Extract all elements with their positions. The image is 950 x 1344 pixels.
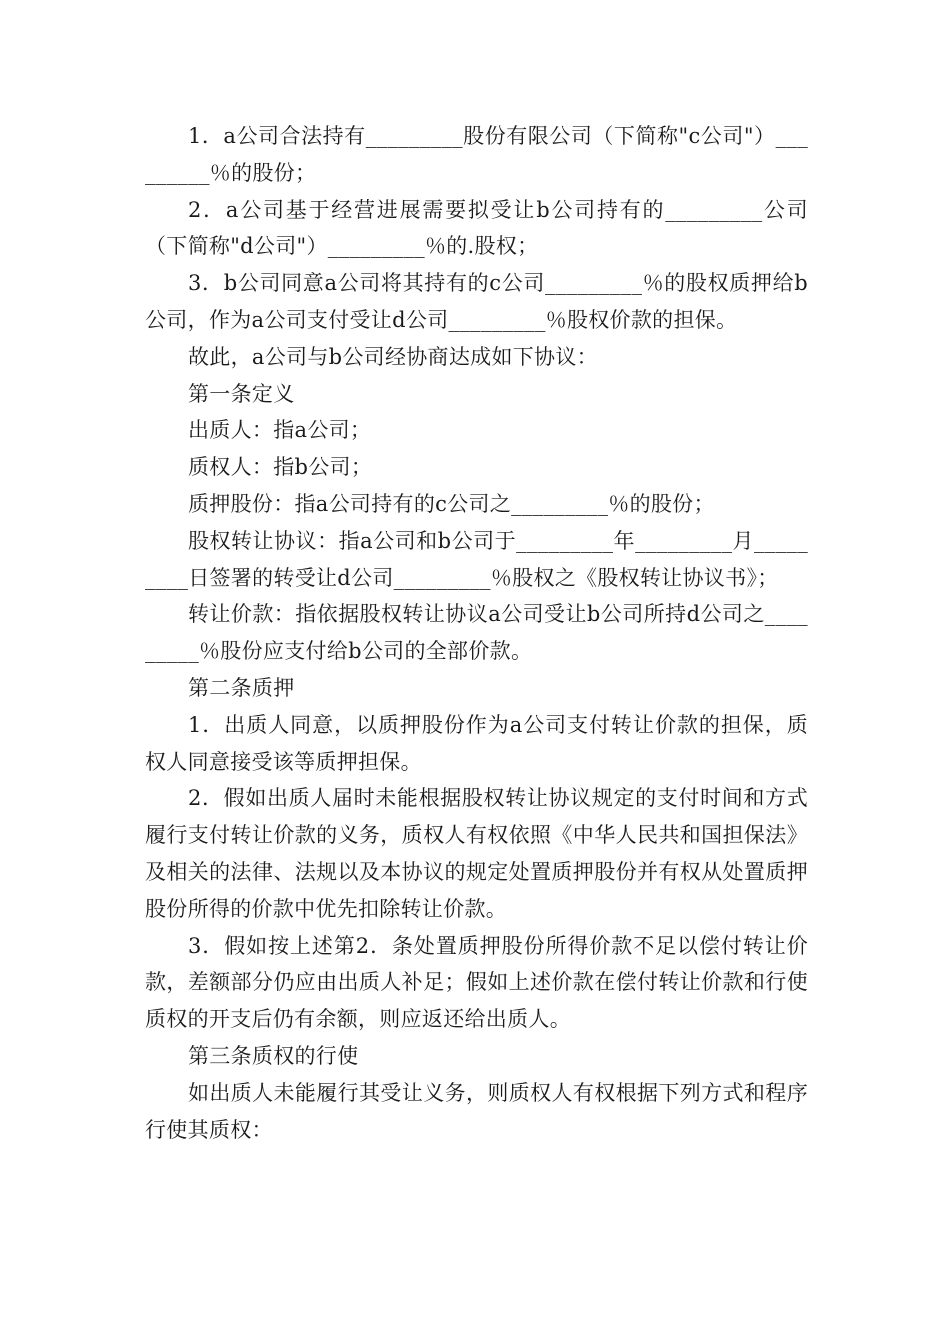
- article-2-clause-1: 1．出质人同意，以质押股份作为a公司支付转让价款的担保，质权人同意接受该等质押担保。: [145, 712, 808, 774]
- paragraph-recital-3: 3．b公司同意a公司将其持有的c公司_________％的股权质押给b公司，作为a公司支付受让d公司_________％股权价款的担保。: [145, 271, 808, 332]
- article-2-clause-3: 3．假如按上述第2．条处置质押股份所得价款不足以偿付转让价款，差额部分仍应由出质人补足；假如上述价款在偿付转让价款和行使质权的开支后仍有余额，则应返还给出质人。: [145, 933, 808, 1032]
- paragraph-recital-2: 2．a公司基于经营进展需要拟受让b公司持有的_________公司（下简称"d公司"）_________％的.股权；: [145, 197, 808, 259]
- definition-transfer-price: 转让价款：指依据股权转让协议a公司受让b公司所持d公司之_________％股份应支付给b公司的全部价款。: [145, 602, 808, 664]
- article-2-clause-2: 2．假如出质人届时未能根据股权转让协议规定的支付时间和方式履行支付转让价款的义务，质权人有权依照《中华人民共和国担保法》及相关的法律、法规以及本协议的规定处置质押股份并有权从处置质押股份所得的价款中优先扣除转让价款。: [145, 786, 808, 921]
- article-2-heading: 第二条质押: [188, 675, 295, 700]
- article-3-intro: 如出质人未能履行其受让义务，则质权人有权根据下列方式和程序行使其质权：: [145, 1080, 808, 1142]
- definition-pledgee: 质权人：指b公司；: [188, 455, 373, 480]
- article-1-heading: 第一条定义: [188, 381, 295, 406]
- paragraph-recital-1: 1．a公司合法持有_________股份有限公司（下简称"c公司"）_________％的股份；: [145, 124, 808, 185]
- definition-pledgor: 出质人：指a公司；: [188, 418, 372, 443]
- definition-transfer-agreement: 股权转让协议：指a公司和b公司于_________年_________月_________日签署的转受让d公司_________％股权之《股权转让协议书》；: [145, 528, 808, 590]
- definition-pledged-shares: 质押股份：指a公司持有的c公司之_________％的股份；: [188, 491, 715, 516]
- document-body: [145, 118, 808, 1148]
- article-3-heading: 第三条质权的行使: [188, 1043, 359, 1068]
- paragraph-agreement-intro: 故此，a公司与b公司经协商达成如下协议：: [188, 344, 598, 369]
